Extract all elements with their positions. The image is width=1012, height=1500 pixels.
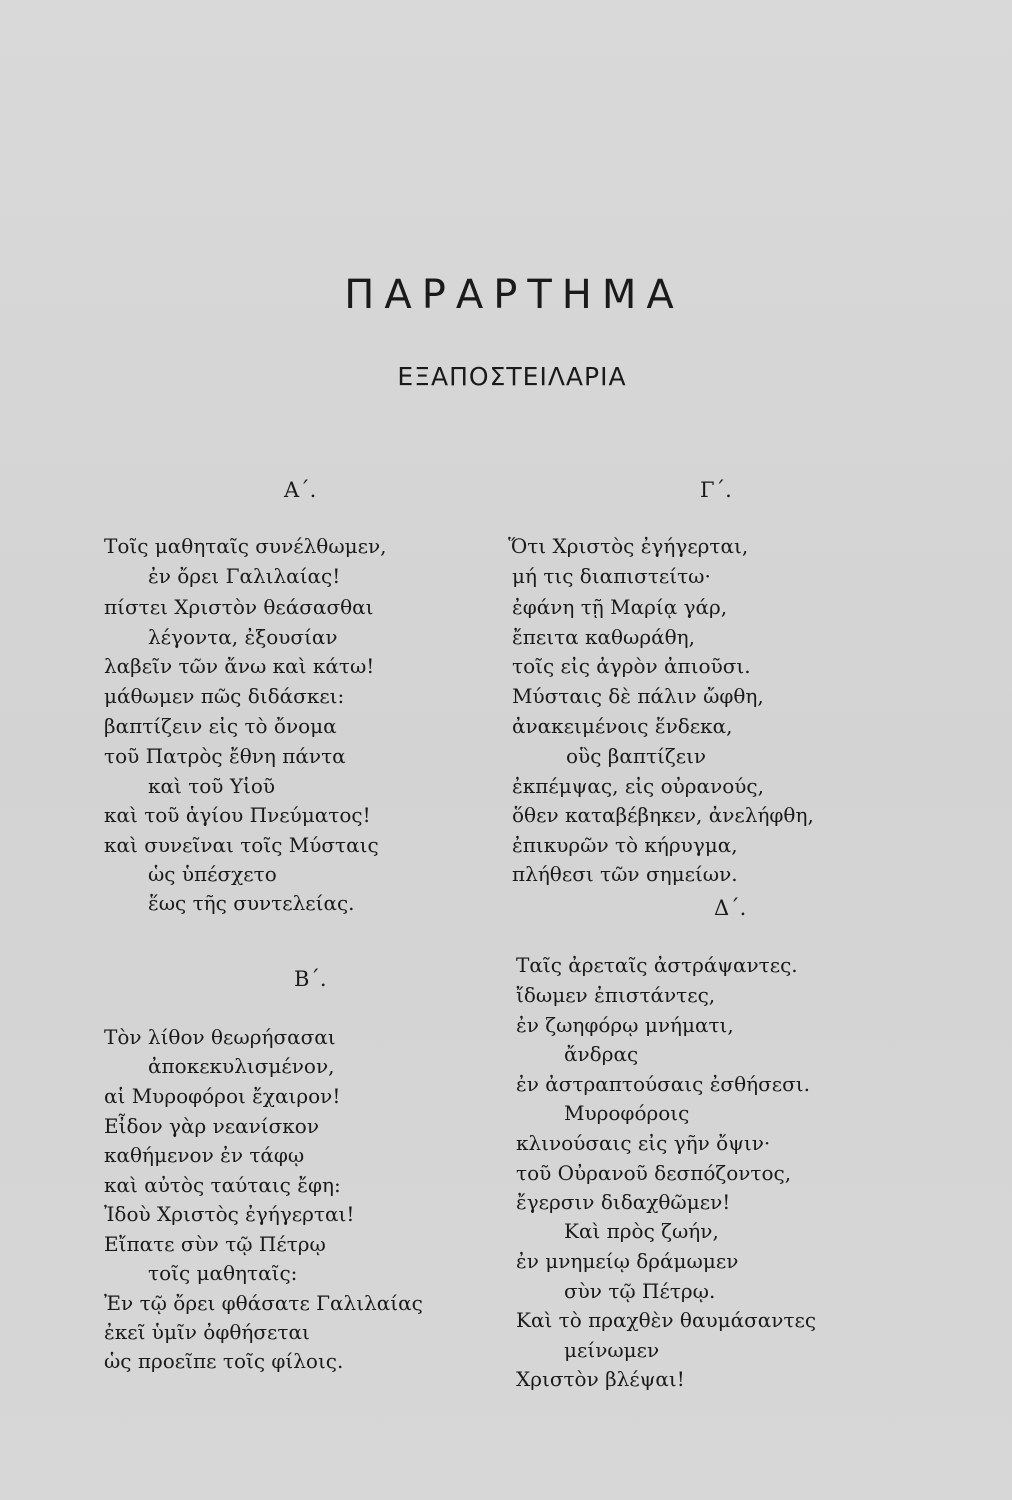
verse-line: Τὸν λίθον θεωρήσασαι [104, 1025, 336, 1049]
page-title: ΠΑΡΑΡΤΗΜΑ [344, 272, 684, 318]
section-d-heading: Δ΄. [714, 896, 747, 920]
verse-line: καὶ αὐτὸς ταύταις ἔφη: [104, 1173, 341, 1197]
verse-line: ἕως τῆς συντελείας. [148, 891, 355, 915]
section-b-heading: Β΄. [294, 967, 327, 991]
verse-line: ἐπικυρῶν τὸ κήρυγμα, [512, 833, 738, 857]
verse-line: Καὶ πρὸς ζωήν, [564, 1219, 719, 1243]
verse-line: Εἶδον γὰρ νεανίσκον [104, 1114, 319, 1138]
verse-line: τοῖς εἰς ἀγρὸν ἀπιοῦσι. [512, 654, 751, 678]
verse-line: μάθωμεν πῶς διδάσκει: [104, 684, 345, 708]
verse-line: τοῖς μαθηταῖς: [148, 1261, 298, 1285]
verse-line: Μυροφόροις [564, 1101, 690, 1125]
verse-line: ἐν μνημείῳ δράμωμεν [516, 1249, 739, 1273]
verse-line: Ἰδοὺ Χριστὸς ἐγήγερται! [104, 1202, 355, 1226]
verse-line: Ταῖς ἀρεταῖς ἀστράψαντες. [516, 953, 798, 977]
verse-line: καθήμενον ἐν τάφῳ [104, 1143, 305, 1167]
section-c-heading: Γ΄. [700, 478, 732, 502]
verse-line: ὡς προεῖπε τοῖς φίλοις. [104, 1349, 344, 1373]
verse-line: Τοῖς μαθηταῖς συνέλθωμεν, [104, 534, 387, 558]
verse-line: ἔγερσιν διδαχθῶμεν! [516, 1190, 731, 1214]
verse-line: Ἐν τῷ ὄρει φθάσατε Γαλιλαίας [104, 1291, 423, 1315]
verse-line: πίστει Χριστὸν θεάσασθαι [104, 595, 374, 619]
verse-line: ἐκεῖ ὑμῖν ὀφθήσεται [104, 1320, 310, 1344]
verse-line: Ὅτι Χριστὸς ἐγήγερται, [508, 534, 749, 558]
verse-line: ἐν ὄρει Γαλιλαίας! [148, 564, 341, 588]
verse-line: ὅθεν καταβέβηκεν, ἀνελήφθη, [512, 803, 814, 827]
verse-line: λέγοντα, ἐξουσίαν [148, 625, 338, 649]
verse-line: ἄνδρας [564, 1042, 639, 1066]
section-a-heading: Α΄. [284, 478, 317, 502]
verse-line: πλήθεσι τῶν σημείων. [512, 862, 738, 886]
verse-line: οὓς βαπτίζειν [566, 744, 707, 768]
verse-line: ἐν ζωηφόρῳ μνήματι, [516, 1013, 734, 1037]
verse-line: ἔπειτα καθωράθη, [512, 625, 696, 649]
verse-line: ἐκπέμψας, εἰς οὐρανούς, [512, 774, 764, 798]
verse-line: ἐν ἀστραπτούσαις ἐσθήσεσι. [516, 1072, 810, 1096]
verse-line: ἀνακειμένοις ἕνδεκα, [512, 714, 733, 738]
verse-line: αἱ Μυροφόροι ἔχαιρον! [104, 1084, 341, 1108]
verse-line: ἴδωμεν ἐπιστάντες, [516, 983, 716, 1007]
verse-line: καὶ συνεῖναι τοῖς Μύσταις [104, 833, 379, 857]
verse-line: Εἴπατε σὺν τῷ Πέτρῳ [104, 1232, 326, 1256]
verse-line: Χριστὸν βλέψαι! [516, 1367, 685, 1391]
verse-line: μή τις διαπιστείτω· [512, 564, 711, 588]
verse-line: καὶ τοῦ Υἱοῦ [148, 774, 276, 798]
verse-line: ἀποκεκυλισμένον, [148, 1054, 335, 1078]
verse-line: μείνωμεν [564, 1338, 660, 1362]
verse-line: τοῦ Οὐρανοῦ δεσπόζοντος, [516, 1161, 792, 1185]
verse-line: κλινούσαις εἰς γῆν ὄψιν· [516, 1131, 771, 1155]
verse-line: Μύσταις δὲ πάλιν ὤφθη, [512, 684, 764, 708]
verse-line: σὺν τῷ Πέτρῳ. [564, 1279, 716, 1303]
verse-line: τοῦ Πατρὸς ἔθνη πάντα [104, 744, 346, 768]
verse-line: ἐφάνη τῇ Μαρίᾳ γάρ, [512, 595, 728, 619]
verse-line: λαβεῖν τῶν ἄνω καὶ κάτω! [104, 654, 375, 678]
verse-line: ὡς ὑπέσχετο [148, 862, 277, 886]
verse-line: βαπτίζειν εἰς τὸ ὄνομα [104, 714, 337, 738]
verse-line: Καὶ τὸ πραχθὲν θαυμάσαντες [516, 1308, 817, 1332]
verse-line: καὶ τοῦ ἁγίου Πνεύματος! [104, 803, 371, 827]
page-subtitle: ΕΞΑΠΟΣΤΕΙΛΑΡΙΑ [397, 362, 627, 391]
